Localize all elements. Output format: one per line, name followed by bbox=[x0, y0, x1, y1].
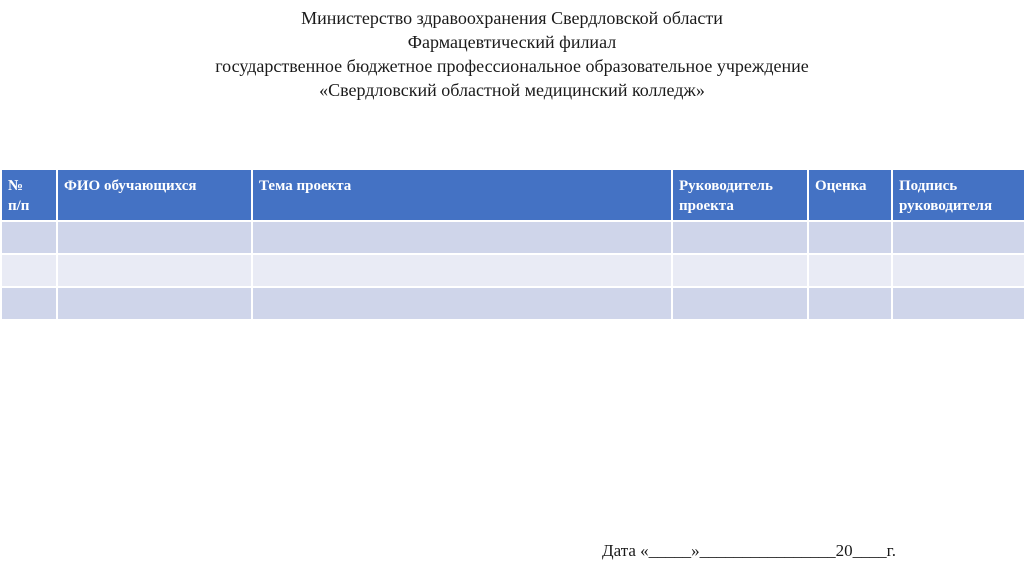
table-row bbox=[1, 287, 1024, 320]
header-branch: Фармацевтический филиал bbox=[407, 32, 617, 52]
project-table bbox=[0, 168, 1024, 321]
table-cell[interactable] bbox=[57, 221, 252, 254]
table-cell[interactable] bbox=[57, 287, 252, 320]
table-cell[interactable] bbox=[252, 287, 672, 320]
table-cell[interactable] bbox=[1, 254, 57, 287]
date-line: Дата «_____»________________20____г. bbox=[602, 541, 896, 560]
document-header bbox=[0, 6, 1024, 102]
table-header-row bbox=[1, 169, 1024, 221]
column-header-project-topic: Тема проекта bbox=[252, 169, 672, 221]
column-header-student-name: ФИО обучающихся bbox=[57, 169, 252, 221]
table-cell[interactable] bbox=[57, 254, 252, 287]
table-cell[interactable] bbox=[252, 221, 672, 254]
table-cell[interactable] bbox=[892, 287, 1024, 320]
table-cell[interactable] bbox=[808, 221, 892, 254]
table-cell[interactable] bbox=[808, 287, 892, 320]
table-row bbox=[1, 254, 1024, 287]
header-ministry: Министерство здравоохранения Свердловской области bbox=[301, 8, 723, 28]
project-table-container bbox=[0, 168, 1024, 321]
column-header-signature: Подпись руководителя bbox=[892, 169, 1024, 221]
table-row bbox=[1, 221, 1024, 254]
table-cell[interactable] bbox=[672, 221, 808, 254]
column-header-number: № п/п bbox=[1, 169, 57, 221]
table-cell[interactable] bbox=[672, 287, 808, 320]
table-cell[interactable] bbox=[892, 221, 1024, 254]
header-institution-type: государственное бюджетное профессиональное образовательное учреждение bbox=[215, 56, 809, 76]
table-cell[interactable] bbox=[1, 221, 57, 254]
table-cell[interactable] bbox=[252, 254, 672, 287]
table-cell[interactable] bbox=[892, 254, 1024, 287]
header-college-name: «Свердловский областной медицинский колледж» bbox=[319, 80, 705, 100]
column-header-grade: Оценка bbox=[808, 169, 892, 221]
table-cell[interactable] bbox=[1, 287, 57, 320]
column-header-supervisor: Руководитель проекта bbox=[672, 169, 808, 221]
table-cell[interactable] bbox=[672, 254, 808, 287]
table-cell[interactable] bbox=[808, 254, 892, 287]
